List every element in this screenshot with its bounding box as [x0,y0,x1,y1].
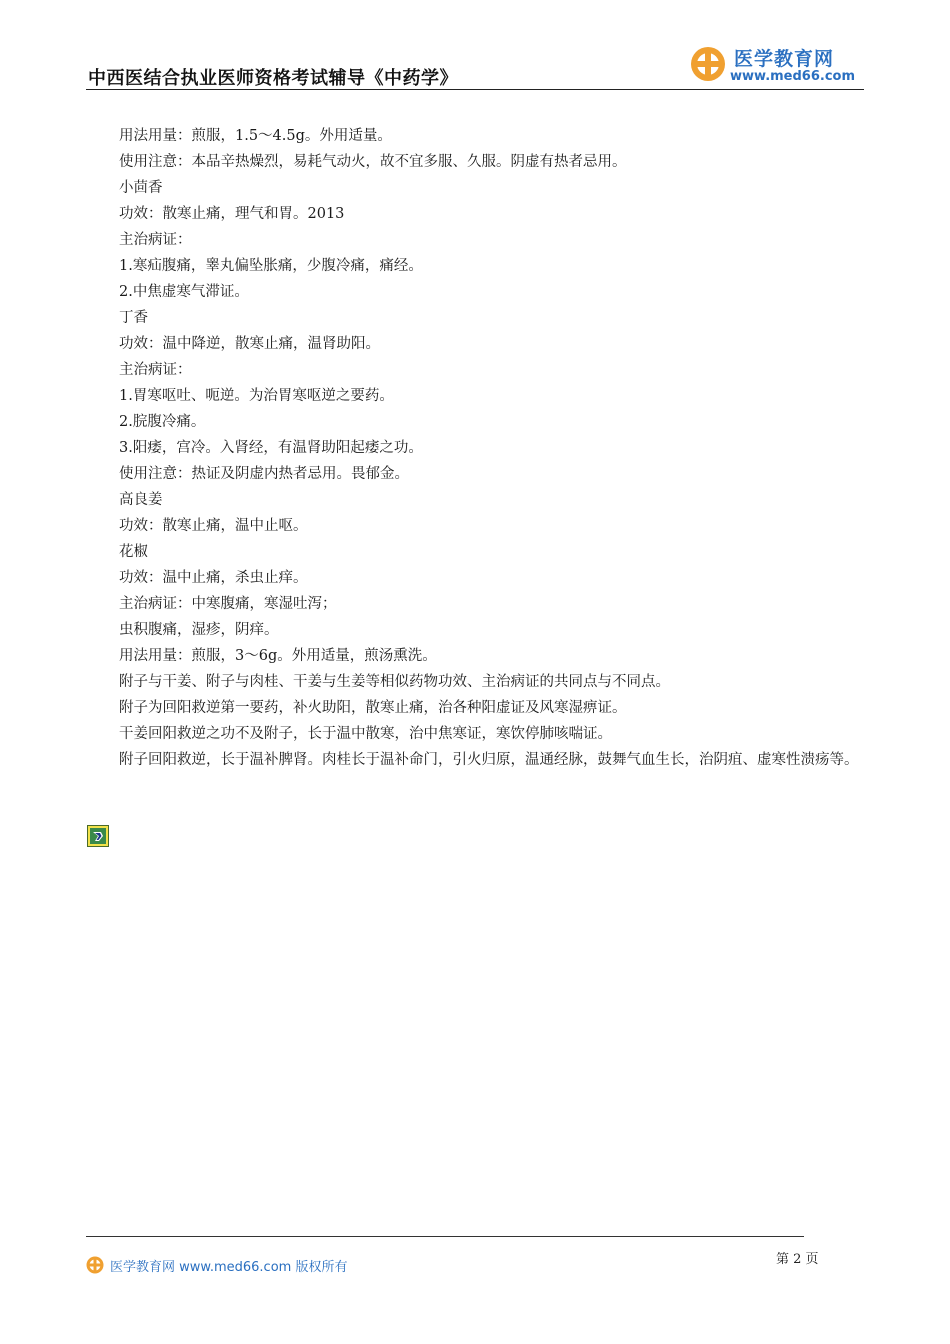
text-line: 3.阳痿，宫冷。入肾经，有温肾助阳起痿之功。 [119,440,423,456]
page-number: 第 2 页 [776,1252,819,1267]
text-line: 附子为回阳救逆第一要药，补火助阳，散寒止痛，治各种阳虚证及风寒湿痹证。 [119,700,627,716]
section-heading: 丁香 [119,310,148,326]
text-line: 用法用量：煎服，1.5～4.5g。外用适量。 [119,128,392,144]
footer-text: 医学教育网 www.med66.com 版权所有 [110,1260,348,1275]
logo-cross-icon [690,46,726,82]
text-line: 主治病证： [119,232,192,248]
text-line: 使用注意：本品辛热燥烈，易耗气动火，故不宜多服、久服。阴虚有热者忌用。 [119,154,627,170]
logo-url: www.med66.com [730,69,856,84]
text-line: 主治病证： [119,362,192,378]
text-line: 功效：温中止痛，杀虫止痒。 [119,570,308,586]
text-line: 虫积腹痛，湿疹，阴痒。 [119,622,279,638]
logo-name: 医学教育网 [734,48,835,70]
text-line: 1.胃寒呕吐、呃逆。为治胃寒呕逆之要药。 [119,388,394,404]
footer-divider [86,1236,804,1237]
text-line: 使用注意：热证及阴虚内热者忌用。畏郁金。 [119,466,409,482]
text-line: 附子与干姜、附子与肉桂、干姜与生姜等相似药物功效、主治病证的共同点与不同点。 [119,674,670,690]
section-heading: 花椒 [119,544,148,560]
text-line: 功效：温中降逆，散寒止痛，温肾助阳。 [119,336,380,352]
document-body [88,123,866,773]
text-line: 2.中焦虚寒气滞证。 [119,284,249,300]
document-icon[interactable] [87,825,109,847]
text-line: 干姜回阳救逆之功不及附子，长于温中散寒，治中焦寒证，寒饮停肺咳喘证。 [119,726,612,742]
text-line: 1.寒疝腹痛，睾丸偏坠胀痛，少腹冷痛，痛经。 [119,258,423,274]
text-line: 主治病证：中寒腹痛，寒湿吐泻； [119,596,337,612]
site-logo[interactable] [690,44,865,90]
section-heading: 高良姜 [119,492,163,508]
text-line: 功效：散寒止痛，理气和胃。2013 [119,206,345,222]
footer-logo-icon [86,1256,104,1274]
text-line: 功效：散寒止痛，温中止呕。 [119,518,308,534]
section-heading: 小茴香 [119,180,163,196]
page-header-title: 中西医结合执业医师资格考试辅导《中药学》 [88,68,458,89]
text-paragraph: 附子回阳救逆，长于温补脾肾。肉桂长于温补命门，引火归原，温通经脉，鼓舞气血生长，治阴疽、虚寒性溃疡等。 [119,752,859,768]
text-line: 用法用量：煎服，3～6g。外用适量，煎汤熏洗。 [119,648,437,664]
text-line: 2.脘腹冷痛。 [119,414,206,430]
